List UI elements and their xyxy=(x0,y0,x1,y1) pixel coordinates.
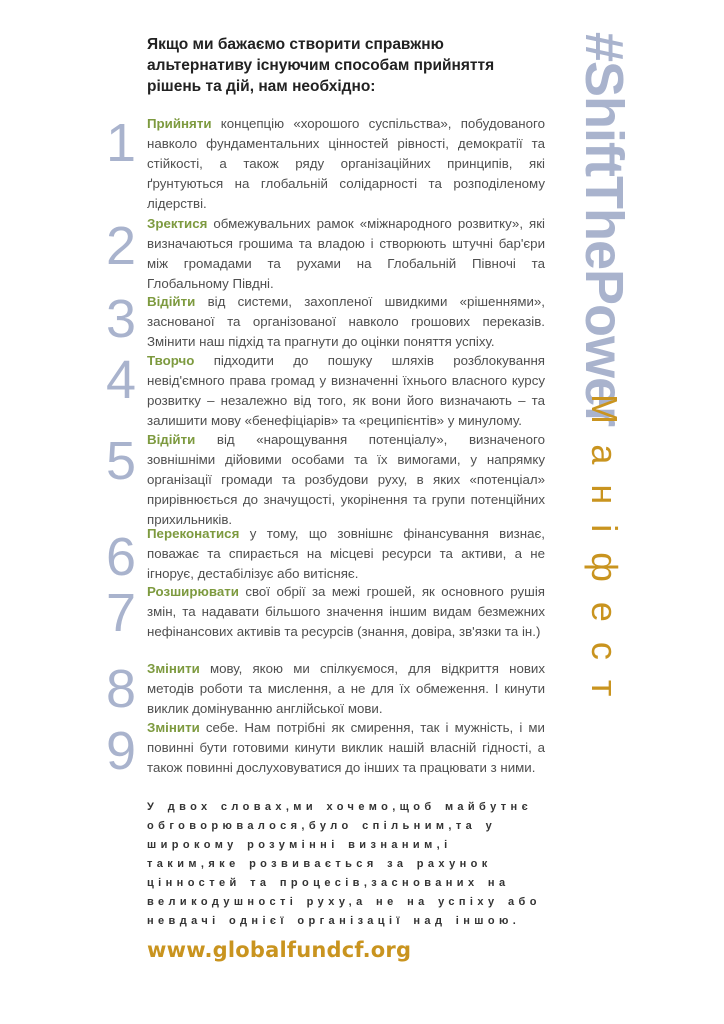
item-3-lead: Відійти xyxy=(147,294,196,309)
item-5-text: від «нарощування потенціалу», визначеного зовнішніми дійовими особами та їх вимогами, у напрямку організації громади та розбудови руху, в яких «потенціал» прирівнюється до значущості, укорінення та групи потенційних прихильників. xyxy=(147,432,545,527)
item-7 xyxy=(147,582,545,642)
summary-text: У двох словах,ми хочемо,щоб майбутнє обговорювалося,було спільним,та у широкому розумінні визнаним,і таким,яке розвивається за рахунок цінностей та процесів,заснованих на великодушності руху,а не на успіху або невдачі однієї організації над іншою. xyxy=(147,801,541,927)
item-number-7: 7 xyxy=(105,583,137,643)
item-number-8: 8 xyxy=(105,659,137,719)
website-link[interactable]: www.globalfundcf.org xyxy=(147,938,412,962)
item-number-9: 9 xyxy=(105,721,137,781)
item-2-lead: Зректися xyxy=(147,216,208,231)
item-3-text: від системи, захопленої швидкими «рішеннями», заснованої та організованої навколо грошових переказів. Змінити наш підхід та прагнути до оцінки поняття успіху. xyxy=(147,294,545,349)
item-8 xyxy=(147,659,545,719)
item-1-lead: Прийняти xyxy=(147,116,212,131)
item-9 xyxy=(147,718,545,778)
shift-the-power-hashtag: #ShiftThePower xyxy=(574,32,634,427)
item-1 xyxy=(147,114,545,214)
item-8-text: мову, якою ми спілкуємося, для відкриття нових методів роботи та мислення, а не для їх обмеження. І кинути виклик домінуванню англійської мови. xyxy=(147,661,545,716)
item-4-text: підходити до пошуку шляхів розблокування невід'ємного права громад у визначенні їхнього власного курсу розвитку – незалежно від того, як вони його визначають – та залишити мову «бенефіціарів» та «реципієнтів» у минулому. xyxy=(147,353,545,428)
item-number-3: 3 xyxy=(105,289,137,349)
item-2-text: обмежувальних рамок «міжнародного розвитку», які визначаються грошима та владою і створюють штучні бар'єри між громадами та рухами на Глобальній Півночі та Глобальному Півдні. xyxy=(147,216,545,291)
item-9-text: себе. Нам потрібні як смирення, так і мужність, і ми повинні бути готовими кинути виклик нашій власній гідності, а також повинні дослуховуватися до інших та працювати з ними. xyxy=(147,720,545,775)
intro-heading: Якщо ми бажаємо створити справжню альтернативу існуючим способам прийняття рішень та дій, нам необхідно: xyxy=(147,36,495,95)
item-2 xyxy=(147,214,545,294)
item-number-5: 5 xyxy=(105,431,137,491)
item-number-4: 4 xyxy=(105,350,137,410)
item-6-text: у тому, що зовнішнє фінансування визнає, поважає та спирається на місцеві ресурси та активи, а не ігнорує, дестабілізує або витісняє. xyxy=(147,526,545,581)
item-7-lead: Розширювати xyxy=(147,584,239,599)
item-4 xyxy=(147,351,545,431)
item-number-6: 6 xyxy=(105,527,137,587)
item-number-2: 2 xyxy=(105,216,137,276)
item-7-text: свої обрії за межі грошей, як основного рушія змін, та надавати більшого значення іншим видам безмежних нефінансових активів та ресурсів (знання, довіра, зв'язки та ін.) xyxy=(147,584,545,639)
item-6-lead: Переконатися xyxy=(147,526,240,541)
manifest-title: Маніфест xyxy=(584,394,625,717)
item-5-lead: Відійти xyxy=(147,432,196,447)
item-number-1: 1 xyxy=(105,113,137,173)
item-9-lead: Змінити xyxy=(147,720,200,735)
item-3 xyxy=(147,292,545,352)
item-4-lead: Творчо xyxy=(147,353,195,368)
item-1-text: концепцію «хорошого суспільства», побудованого навколо фундаментальних цінностей рівності, демократії та стійкості, а також ряду організаційних принципів, які ґрунтуються на глобальній солідарності та розподіленому лідерстві. xyxy=(147,116,545,211)
item-5 xyxy=(147,430,545,530)
item-8-lead: Змінити xyxy=(147,661,200,676)
item-6 xyxy=(147,524,545,584)
